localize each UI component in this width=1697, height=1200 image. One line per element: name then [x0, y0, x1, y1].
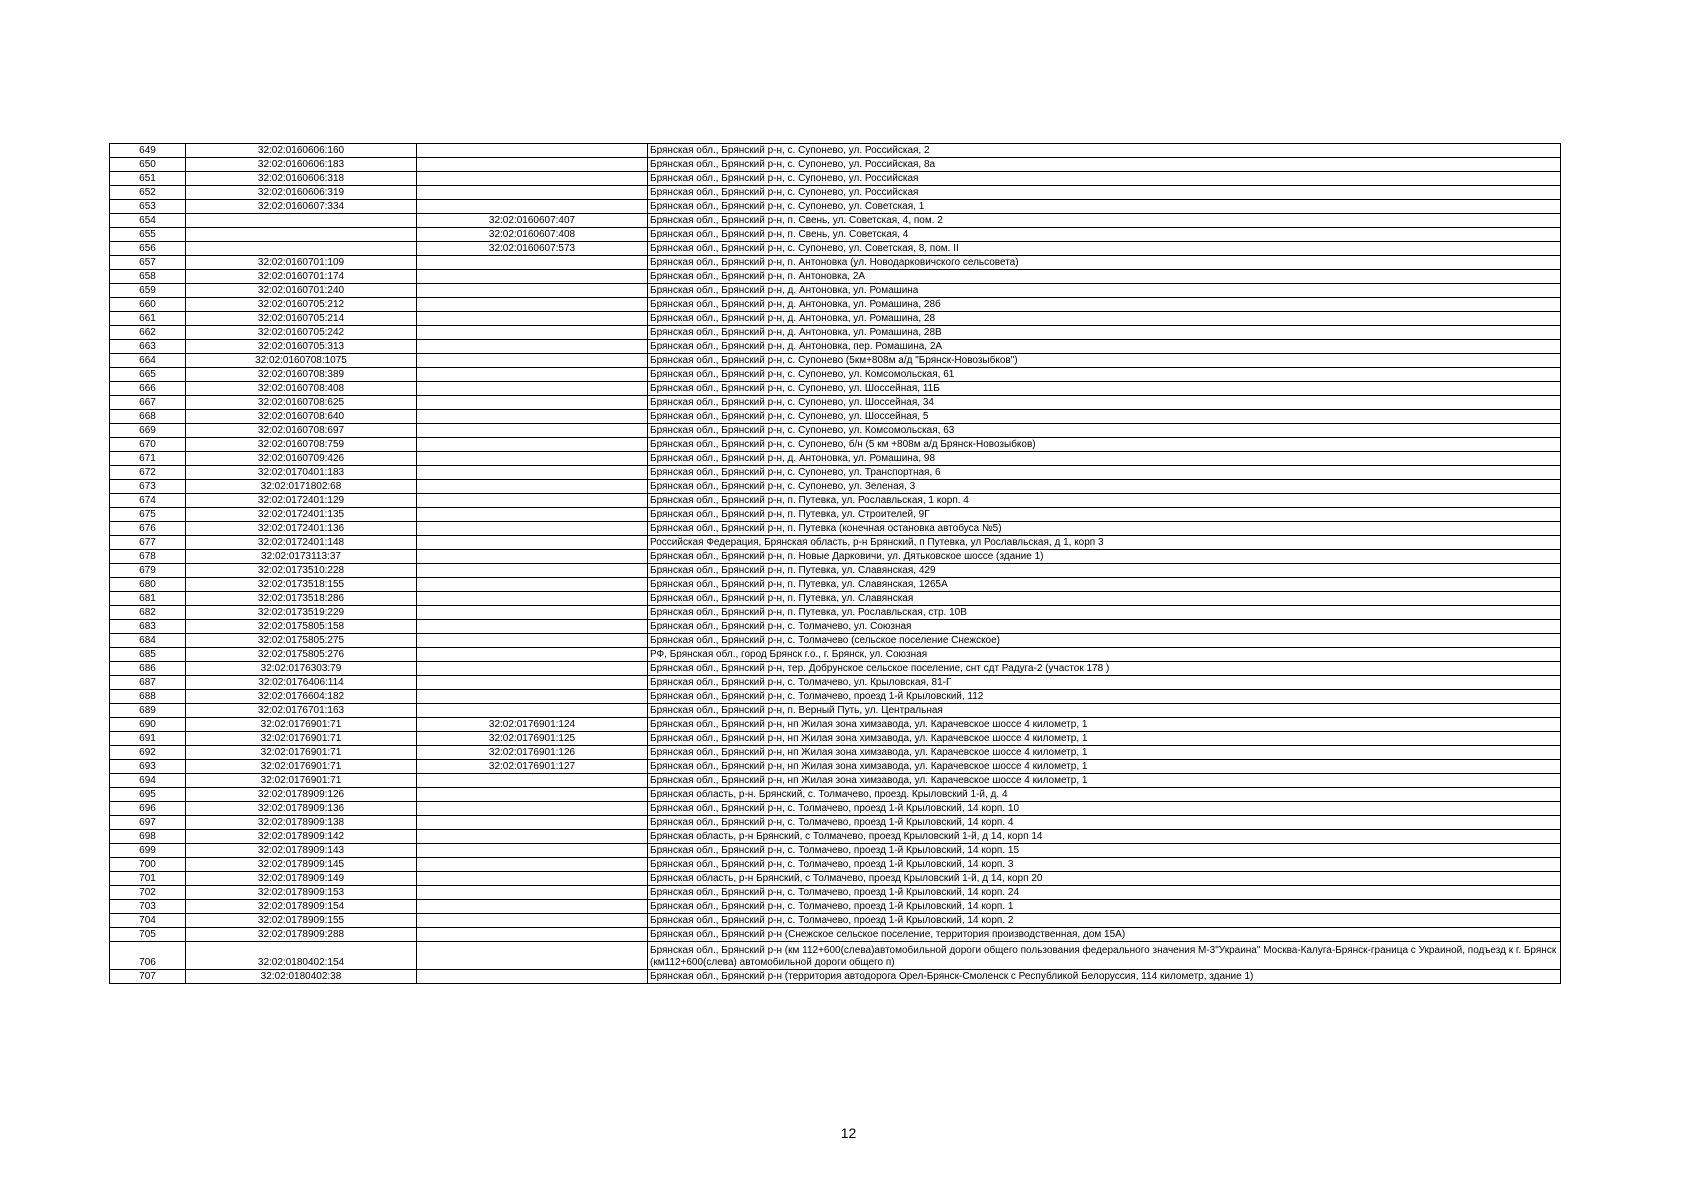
related-cadastral-number-cell: [417, 620, 648, 634]
row-number-cell: 666: [110, 382, 186, 396]
row-number-cell: 659: [110, 284, 186, 298]
related-cadastral-number-cell: [417, 592, 648, 606]
related-cadastral-number-cell: [417, 466, 648, 480]
table-row: [110, 942, 1561, 970]
related-cadastral-number-cell: [417, 928, 648, 942]
related-cadastral-number-cell: [417, 410, 648, 424]
row-number-cell: 669: [110, 424, 186, 438]
row-number-cell: 684: [110, 634, 186, 648]
address-cell: Брянская обл., Брянский р-н, с. Супонево, ул. Шоссейная, 11Б: [648, 382, 1561, 396]
address-cell: Брянская обл., Брянский р-н, п. Путевка, ул. Славянская, 429: [648, 564, 1561, 578]
page-number: 12: [840, 1125, 857, 1141]
cadastral-number-cell: [186, 214, 417, 228]
table-row: [110, 144, 1561, 158]
table-row: [110, 326, 1561, 340]
related-cadastral-number-cell: [417, 508, 648, 522]
table-row: [110, 438, 1561, 452]
row-number-cell: 697: [110, 816, 186, 830]
related-cadastral-number-cell: [417, 704, 648, 718]
table-row: [110, 172, 1561, 186]
related-cadastral-number-cell: [417, 298, 648, 312]
cadastral-number-cell: 32:02:0178909:142: [186, 830, 417, 844]
cadastral-number-cell: 32:02:0175805:275: [186, 634, 417, 648]
cadastral-number-cell: 32:02:0176901:71: [186, 774, 417, 788]
row-number-cell: 694: [110, 774, 186, 788]
address-cell: РФ, Брянская обл., город Брянск г.о., г. Брянск, ул. Союзная: [648, 648, 1561, 662]
row-number-cell: 672: [110, 466, 186, 480]
row-number-cell: 664: [110, 354, 186, 368]
cadastral-number-cell: 32:02:0178909:154: [186, 900, 417, 914]
row-number-cell: 653: [110, 200, 186, 214]
address-cell: Брянская обл., Брянский р-н, с. Толмачево, проезд 1-й Крыловский, 14 корп. 15: [648, 844, 1561, 858]
row-number-cell: 707: [110, 970, 186, 984]
related-cadastral-number-cell: 32:02:0160607:573: [417, 242, 648, 256]
table-row: [110, 256, 1561, 270]
row-number-cell: 695: [110, 788, 186, 802]
cadastral-number-cell: 32:02:0176901:71: [186, 760, 417, 774]
related-cadastral-number-cell: [417, 802, 648, 816]
address-cell: Брянская область, р-н Брянский, с Толмачево, проезд Крыловский 1-й, д 14, корп 14: [648, 830, 1561, 844]
address-cell: Брянская обл., Брянский р-н (Снежское сельское поселение, территория производственная, дом 15А): [648, 928, 1561, 942]
cadastral-number-cell: 32:02:0160705:242: [186, 326, 417, 340]
cadastral-number-cell: 32:02:0160606:183: [186, 158, 417, 172]
related-cadastral-number-cell: 32:02:0176901:125: [417, 732, 648, 746]
related-cadastral-number-cell: 32:02:0160607:407: [417, 214, 648, 228]
address-cell: Брянская обл., Брянский р-н, с. Супонево, ул. Советская, 1: [648, 200, 1561, 214]
address-cell: Брянская обл., Брянский р-н, п. Путевка, ул. Рославльская, стр. 10В: [648, 606, 1561, 620]
address-cell: Брянская обл., Брянский р-н, с. Толмачево (сельское поселение Снежское): [648, 634, 1561, 648]
table-row: [110, 424, 1561, 438]
related-cadastral-number-cell: [417, 522, 648, 536]
address-cell: Брянская обл., Брянский р-н, п. Антоновка, 2А: [648, 270, 1561, 284]
table-row: [110, 662, 1561, 676]
address-cell: Брянская обл., Брянский р-н, д. Антоновка, ул. Ромашина, 28б: [648, 298, 1561, 312]
related-cadastral-number-cell: [417, 536, 648, 550]
address-cell: Брянская обл., Брянский р-н, с. Толмачево, проезд 1-й Крыловский, 14 корп. 10: [648, 802, 1561, 816]
cadastral-number-cell: 32:02:0176406:114: [186, 676, 417, 690]
table-row: [110, 214, 1561, 228]
cadastral-number-cell: 32:02:0178909:143: [186, 844, 417, 858]
cadastral-number-cell: 32:02:0160701:174: [186, 270, 417, 284]
cadastral-number-cell: 32:02:0160708:759: [186, 438, 417, 452]
row-number-cell: 702: [110, 886, 186, 900]
row-number-cell: 678: [110, 550, 186, 564]
cadastral-number-cell: 32:02:0160606:318: [186, 172, 417, 186]
table-row: [110, 844, 1561, 858]
related-cadastral-number-cell: 32:02:0176901:127: [417, 760, 648, 774]
cadastral-number-cell: 32:02:0178909:288: [186, 928, 417, 942]
cadastral-number-cell: 32:02:0178909:149: [186, 872, 417, 886]
row-number-cell: 667: [110, 396, 186, 410]
address-cell: Брянская обл., Брянский р-н, д. Антоновка, ул. Ромашина, 28: [648, 312, 1561, 326]
cadastral-number-cell: 32:02:0180402:154: [186, 942, 417, 970]
table-row: [110, 186, 1561, 200]
address-cell: Брянская обл., Брянский р-н, с. Супонево, ул. Российская, 2: [648, 144, 1561, 158]
address-cell: Брянская обл., Брянский р-н, п. Путевка, ул. Строителей, 9Г: [648, 508, 1561, 522]
cadastral-number-cell: 32:02:0178909:126: [186, 788, 417, 802]
row-number-cell: 689: [110, 704, 186, 718]
cadastral-number-cell: 32:02:0172401:129: [186, 494, 417, 508]
row-number-cell: 652: [110, 186, 186, 200]
related-cadastral-number-cell: [417, 788, 648, 802]
address-cell: Брянская обл., Брянский р-н, с. Супонево, ул. Комсомольская, 61: [648, 368, 1561, 382]
table-row: [110, 788, 1561, 802]
cadastral-number-cell: 32:02:0178909:153: [186, 886, 417, 900]
related-cadastral-number-cell: 32:02:0176901:126: [417, 746, 648, 760]
address-cell: Брянская обл., Брянский р-н, с. Супонево, ул. Транспортная, 6: [648, 466, 1561, 480]
table-row: [110, 648, 1561, 662]
related-cadastral-number-cell: [417, 326, 648, 340]
related-cadastral-number-cell: [417, 382, 648, 396]
cadastral-number-cell: 32:02:0160705:313: [186, 340, 417, 354]
related-cadastral-number-cell: [417, 550, 648, 564]
cadastral-number-cell: 32:02:0160708:625: [186, 396, 417, 410]
related-cadastral-number-cell: [417, 676, 648, 690]
row-number-cell: 649: [110, 144, 186, 158]
cadastral-number-cell: [186, 242, 417, 256]
related-cadastral-number-cell: [417, 970, 648, 984]
table-row: [110, 396, 1561, 410]
related-cadastral-number-cell: [417, 200, 648, 214]
table-row: [110, 774, 1561, 788]
related-cadastral-number-cell: [417, 158, 648, 172]
related-cadastral-number-cell: 32:02:0160607:408: [417, 228, 648, 242]
cadastral-number-cell: 32:02:0173113:37: [186, 550, 417, 564]
table-row: [110, 676, 1561, 690]
row-number-cell: 681: [110, 592, 186, 606]
table-row: [110, 578, 1561, 592]
address-cell: Брянская обл., Брянский р-н, с. Супонево (5км+808м а/д "Брянск-Новозыбков"): [648, 354, 1561, 368]
table-row: [110, 690, 1561, 704]
address-cell: Брянская обл., Брянский р-н, д. Антоновка, пер. Ромашина, 2А: [648, 340, 1561, 354]
row-number-cell: 683: [110, 620, 186, 634]
table-row: [110, 900, 1561, 914]
related-cadastral-number-cell: [417, 872, 648, 886]
row-number-cell: 700: [110, 858, 186, 872]
related-cadastral-number-cell: [417, 144, 648, 158]
cadastral-number-cell: 32:02:0160708:640: [186, 410, 417, 424]
row-number-cell: 658: [110, 270, 186, 284]
address-cell: Брянская обл., Брянский р-н, с. Толмачево, проезд 1-й Крыловский, 112: [648, 690, 1561, 704]
cadastral-number-cell: 32:02:0160705:212: [186, 298, 417, 312]
cadastral-number-cell: 32:02:0160606:319: [186, 186, 417, 200]
row-number-cell: 675: [110, 508, 186, 522]
cadastral-table: [109, 143, 1561, 984]
cadastral-number-cell: 32:02:0178909:145: [186, 858, 417, 872]
table-row: [110, 550, 1561, 564]
cadastral-number-cell: 32:02:0160708:1075: [186, 354, 417, 368]
address-cell: Брянская обл., Брянский р-н, с. Супонево, б/н (5 км +808м а/д Брянск-Новозыбков): [648, 438, 1561, 452]
table-row: [110, 270, 1561, 284]
related-cadastral-number-cell: [417, 270, 648, 284]
address-cell: Брянская обл., Брянский р-н, с. Толмачево, ул. Союзная: [648, 620, 1561, 634]
table-row: [110, 312, 1561, 326]
row-number-cell: 670: [110, 438, 186, 452]
table-row: [110, 354, 1561, 368]
related-cadastral-number-cell: [417, 368, 648, 382]
related-cadastral-number-cell: [417, 816, 648, 830]
table-row: [110, 564, 1561, 578]
address-cell: Брянская обл., Брянский р-н, п. Путевка, ул. Славянская: [648, 592, 1561, 606]
cadastral-number-cell: 32:02:0172401:136: [186, 522, 417, 536]
row-number-cell: 703: [110, 900, 186, 914]
row-number-cell: 701: [110, 872, 186, 886]
related-cadastral-number-cell: [417, 172, 648, 186]
related-cadastral-number-cell: [417, 942, 648, 970]
row-number-cell: 698: [110, 830, 186, 844]
row-number-cell: 690: [110, 718, 186, 732]
row-number-cell: 673: [110, 480, 186, 494]
row-number-cell: 685: [110, 648, 186, 662]
table-row: [110, 480, 1561, 494]
table-row: [110, 410, 1561, 424]
table-row: [110, 494, 1561, 508]
table-row: [110, 284, 1561, 298]
related-cadastral-number-cell: [417, 900, 648, 914]
cadastral-number-cell: 32:02:0171802:68: [186, 480, 417, 494]
table-row: [110, 886, 1561, 900]
related-cadastral-number-cell: [417, 452, 648, 466]
address-cell: Брянская обл., Брянский р-н, п. Путевка (конечная остановка автобуса №5): [648, 522, 1561, 536]
cadastral-number-cell: 32:02:0172401:135: [186, 508, 417, 522]
related-cadastral-number-cell: [417, 662, 648, 676]
row-number-cell: 671: [110, 452, 186, 466]
row-number-cell: 691: [110, 732, 186, 746]
address-cell: Брянская обл., Брянский р-н, с. Супонево, ул. Российская, 8а: [648, 158, 1561, 172]
table-row: [110, 158, 1561, 172]
row-number-cell: 668: [110, 410, 186, 424]
table-row: [110, 606, 1561, 620]
table-row: [110, 732, 1561, 746]
row-number-cell: 705: [110, 928, 186, 942]
table-row: [110, 802, 1561, 816]
address-cell: Брянская область, р-н Брянский, с Толмачево, проезд Крыловский 1-й, д 14, корп 20: [648, 872, 1561, 886]
table-row: [110, 298, 1561, 312]
table-row: [110, 620, 1561, 634]
row-number-cell: 657: [110, 256, 186, 270]
address-cell: Брянская обл., Брянский р-н, нп Жилая зона химзавода, ул. Карачевское шоссе 4 километр, 1: [648, 732, 1561, 746]
row-number-cell: 677: [110, 536, 186, 550]
cadastral-number-cell: 32:02:0160709:426: [186, 452, 417, 466]
row-number-cell: 661: [110, 312, 186, 326]
row-number-cell: 674: [110, 494, 186, 508]
row-number-cell: 680: [110, 578, 186, 592]
address-cell: Брянская обл., Брянский р-н, п. Свень, ул. Советская, 4, пом. 2: [648, 214, 1561, 228]
related-cadastral-number-cell: [417, 578, 648, 592]
address-cell: Брянская обл., Брянский р-н, п. Свень, ул. Советская, 4: [648, 228, 1561, 242]
related-cadastral-number-cell: [417, 648, 648, 662]
row-number-cell: 650: [110, 158, 186, 172]
cadastral-number-cell: 32:02:0160708:408: [186, 382, 417, 396]
cadastral-number-cell: 32:02:0173518:155: [186, 578, 417, 592]
related-cadastral-number-cell: [417, 494, 648, 508]
related-cadastral-number-cell: [417, 256, 648, 270]
row-number-cell: 688: [110, 690, 186, 704]
row-number-cell: 692: [110, 746, 186, 760]
table-row: [110, 228, 1561, 242]
row-number-cell: 682: [110, 606, 186, 620]
address-cell: Брянская обл., Брянский р-н, д. Антоновка, ул. Ромашина, 98: [648, 452, 1561, 466]
row-number-cell: 686: [110, 662, 186, 676]
address-cell: Брянская обл., Брянский р-н, д. Антоновка, ул. Ромашина: [648, 284, 1561, 298]
related-cadastral-number-cell: [417, 914, 648, 928]
row-number-cell: 706: [110, 942, 186, 970]
address-cell: Брянская обл., Брянский р-н, с. Супонево, ул. Российская: [648, 186, 1561, 200]
cadastral-number-cell: 32:02:0160606:160: [186, 144, 417, 158]
table-row: [110, 382, 1561, 396]
address-cell: Брянская обл., Брянский р-н, с. Толмачево, проезд 1-й Крыловский, 14 корп. 4: [648, 816, 1561, 830]
table-row: [110, 452, 1561, 466]
related-cadastral-number-cell: [417, 424, 648, 438]
table-row: [110, 592, 1561, 606]
related-cadastral-number-cell: [417, 886, 648, 900]
row-number-cell: 699: [110, 844, 186, 858]
table-row: [110, 816, 1561, 830]
address-cell: Брянская обл., Брянский р-н, п. Новые Дарковичи, ул. Дятьковское шоссе (здание 1): [648, 550, 1561, 564]
cadastral-number-cell: [186, 228, 417, 242]
related-cadastral-number-cell: [417, 774, 648, 788]
table-row: [110, 536, 1561, 550]
cadastral-number-cell: 32:02:0160708:389: [186, 368, 417, 382]
address-cell: Брянская обл., Брянский р-н, нп Жилая зона химзавода, ул. Карачевское шоссе 4 километр, 1: [648, 774, 1561, 788]
address-cell: Брянская обл., Брянский р-н, п. Верный Путь, ул. Центральная: [648, 704, 1561, 718]
related-cadastral-number-cell: [417, 354, 648, 368]
table-row: [110, 872, 1561, 886]
table-row: [110, 242, 1561, 256]
address-cell: Брянская обл., Брянский р-н, с. Супонево, ул. Российская: [648, 172, 1561, 186]
cadastral-number-cell: 32:02:0176901:71: [186, 718, 417, 732]
table-row: [110, 928, 1561, 942]
address-cell: Брянская обл., Брянский р-н, п. Путевка, ул. Рославльская, 1 корп. 4: [648, 494, 1561, 508]
address-cell: Брянская обл., Брянский р-н, п. Путевка, ул. Славянская, 1265А: [648, 578, 1561, 592]
row-number-cell: 676: [110, 522, 186, 536]
address-cell: Брянская обл., Брянский р-н (территория автодорога Орел-Брянск-Смоленск с Республикой Белоруссия, 114 километр, здание 1): [648, 970, 1561, 984]
address-cell: Брянская обл., Брянский р-н, д. Антоновка, ул. Ромашина, 28В: [648, 326, 1561, 340]
address-cell: Брянская обл., Брянский р-н, с. Толмачево, проезд 1-й Крыловский, 14 корп. 2: [648, 914, 1561, 928]
address-cell: Брянская обл., Брянский р-н, с. Супонево, ул. Зеленая, 3: [648, 480, 1561, 494]
cadastral-number-cell: 32:02:0176701:163: [186, 704, 417, 718]
cadastral-number-cell: 32:02:0175805:158: [186, 620, 417, 634]
cadastral-number-cell: 32:02:0178909:136: [186, 802, 417, 816]
address-cell: Брянская обл., Брянский р-н, п. Антоновка (ул. Новодарковичского сельсовета): [648, 256, 1561, 270]
related-cadastral-number-cell: [417, 564, 648, 578]
row-number-cell: 663: [110, 340, 186, 354]
row-number-cell: 704: [110, 914, 186, 928]
address-cell: Брянская обл., Брянский р-н, тер. Добрунское сельское поселение, снт сдт Радуга-2 (участок 178 ): [648, 662, 1561, 676]
related-cadastral-number-cell: [417, 480, 648, 494]
table-body: [110, 144, 1561, 984]
cadastral-number-cell: 32:02:0170401:183: [186, 466, 417, 480]
table-row: [110, 760, 1561, 774]
address-cell: Российская Федерация, Брянская область, р-н Брянский, п Путевка, ул Рославльская, д 1, корп 3: [648, 536, 1561, 550]
cadastral-number-cell: 32:02:0160708:697: [186, 424, 417, 438]
cadastral-number-cell: 32:02:0173518:286: [186, 592, 417, 606]
address-cell: Брянская обл., Брянский р-н, с. Толмачево, проезд 1-й Крыловский, 14 корп. 24: [648, 886, 1561, 900]
table-row: [110, 200, 1561, 214]
related-cadastral-number-cell: [417, 830, 648, 844]
address-cell: Брянская обл., Брянский р-н, с. Супонево, ул. Советская, 8, пом. II: [648, 242, 1561, 256]
table-row: [110, 634, 1561, 648]
cadastral-number-cell: 32:02:0172401:148: [186, 536, 417, 550]
row-number-cell: 656: [110, 242, 186, 256]
row-number-cell: 687: [110, 676, 186, 690]
related-cadastral-number-cell: [417, 312, 648, 326]
related-cadastral-number-cell: [417, 606, 648, 620]
row-number-cell: 660: [110, 298, 186, 312]
table-row: [110, 522, 1561, 536]
cadastral-number-cell: 32:02:0176901:71: [186, 732, 417, 746]
row-number-cell: 654: [110, 214, 186, 228]
related-cadastral-number-cell: [417, 340, 648, 354]
address-cell: Брянская обл., Брянский р-н, нп Жилая зона химзавода, ул. Карачевское шоссе 4 километр, 1: [648, 760, 1561, 774]
related-cadastral-number-cell: [417, 438, 648, 452]
address-cell: Брянская область, р-н. Брянский, с. Толмачево, проезд. Крыловский 1-й, д. 4: [648, 788, 1561, 802]
cadastral-number-cell: 32:02:0175805:276: [186, 648, 417, 662]
row-number-cell: 651: [110, 172, 186, 186]
address-cell: Брянская обл., Брянский р-н, с. Супонево, ул. Шоссейная, 34: [648, 396, 1561, 410]
related-cadastral-number-cell: [417, 396, 648, 410]
row-number-cell: 662: [110, 326, 186, 340]
table-row: [110, 466, 1561, 480]
cadastral-number-cell: 32:02:0176303:79: [186, 662, 417, 676]
row-number-cell: 679: [110, 564, 186, 578]
row-number-cell: 665: [110, 368, 186, 382]
address-cell: Брянская обл., Брянский р-н, с. Супонево, ул. Шоссейная, 5: [648, 410, 1561, 424]
row-number-cell: 696: [110, 802, 186, 816]
cadastral-number-cell: 32:02:0160701:109: [186, 256, 417, 270]
cadastral-number-cell: 32:02:0160701:240: [186, 284, 417, 298]
row-number-cell: 655: [110, 228, 186, 242]
cadastral-number-cell: 32:02:0176901:71: [186, 746, 417, 760]
cadastral-number-cell: 32:02:0180402:38: [186, 970, 417, 984]
cadastral-number-cell: 32:02:0173519:229: [186, 606, 417, 620]
row-number-cell: 693: [110, 760, 186, 774]
table-row: [110, 718, 1561, 732]
table-row: [110, 746, 1561, 760]
cadastral-number-cell: 32:02:0160607:334: [186, 200, 417, 214]
table-row: [110, 914, 1561, 928]
address-cell: Брянская обл., Брянский р-н, нп Жилая зона химзавода, ул. Карачевское шоссе 4 километр, 1: [648, 746, 1561, 760]
cadastral-number-cell: 32:02:0176604:182: [186, 690, 417, 704]
address-cell: Брянская обл., Брянский р-н (км 112+600(слева)автомобильной дороги общего пользования федерального значения М-3"Украина" Москва-Калуга-Брянск-граница с Украиной, подъезд к г. Брянск (км112+600(слева) автомобильной дороги общего п): [648, 942, 1561, 970]
related-cadastral-number-cell: 32:02:0176901:124: [417, 718, 648, 732]
table-row: [110, 970, 1561, 984]
address-cell: Брянская обл., Брянский р-н, нп Жилая зона химзавода, ул. Карачевское шоссе 4 километр, 1: [648, 718, 1561, 732]
table-row: [110, 858, 1561, 872]
table-row: [110, 704, 1561, 718]
address-cell: Брянская обл., Брянский р-н, с. Толмачево, проезд 1-й Крыловский, 14 корп. 1: [648, 900, 1561, 914]
cadastral-number-cell: 32:02:0160705:214: [186, 312, 417, 326]
table-row: [110, 508, 1561, 522]
address-cell: Брянская обл., Брянский р-н, с. Супонево, ул. Комсомольская, 63: [648, 424, 1561, 438]
related-cadastral-number-cell: [417, 284, 648, 298]
table-row: [110, 368, 1561, 382]
cadastral-number-cell: 32:02:0178909:155: [186, 914, 417, 928]
related-cadastral-number-cell: [417, 186, 648, 200]
cadastral-number-cell: 32:02:0173510:228: [186, 564, 417, 578]
related-cadastral-number-cell: [417, 844, 648, 858]
table-row: [110, 830, 1561, 844]
related-cadastral-number-cell: [417, 634, 648, 648]
address-cell: Брянская обл., Брянский р-н, с. Толмачево, ул. Крыловская, 81-Г: [648, 676, 1561, 690]
address-cell: Брянская обл., Брянский р-н, с. Толмачево, проезд 1-й Крыловский, 14 корп. 3: [648, 858, 1561, 872]
table-row: [110, 340, 1561, 354]
cadastral-number-cell: 32:02:0178909:138: [186, 816, 417, 830]
related-cadastral-number-cell: [417, 690, 648, 704]
related-cadastral-number-cell: [417, 858, 648, 872]
